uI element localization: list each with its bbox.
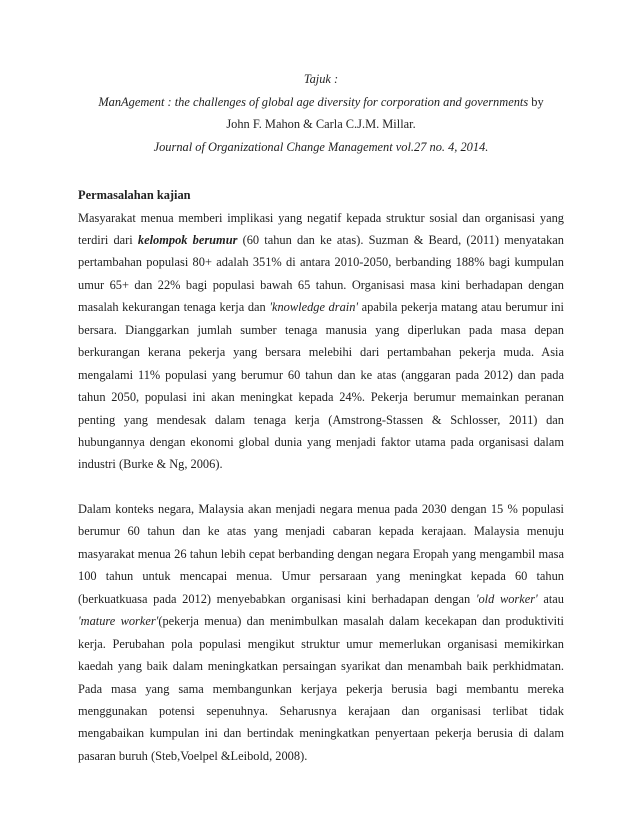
article-authors: John F. Mahon & Carla C.J.M. Millar. [226,117,416,131]
p2-text-2: atau [537,591,564,606]
p2-text-3: (pekerja menua) dan menimbulkan masalah dalam kecekapan dan produktiviti kerja. Perubahan pola populasi mengikut struktur umur memerlukan organisasi memikirkan kaedah yang baik dalam meningkatkan persaingan syarikat dan menambah baik perkhidmatan. Pada masa yang sama membangunkan kerjaya pekerja berusia bagi membantu mereka menggunakan potensi sepenuhnya. Seharusnya kerajaan dan organisasi terlibat tidak mengabaikan kumpulan ini dan bertindak meningkatkan penyertaan pekerja berusia di dalam pasaran buruh (Steb,Voelpel &Leibold, 2008). [78,614,564,763]
article-title-line [62,91,580,114]
p1-emphasis-knowledge-drain: 'knowledge drain' [269,300,359,315]
p1-text-2: (60 tahun dan ke atas). Suzman & Beard, (2011) menyatakan pertambahan populasi 80+ adalah 351% di antara 2010-2050, berbanding 188% bagi kumpulan umur 65+ dan 22% bagi populasi bawah 65 tahun. Organisasi masa kini berhadapan dengan masalah kekurangan tenaga kerja dan [78,232,564,315]
document-page [78,68,564,767]
p2-text-1: Dalam konteks negara, Malaysia akan menjadi negara menua pada 2030 dengan 15 % populasi berumur 60 tahun dan ke atas yang menjadi cabaran kepada kerajaan. Malaysia menuju masyarakat menua 26 tahun lebih cepat berbanding dengan negara Eropah yang mengambil masa 100 tahun untuk mencapai menua. Umur persaraan yang meningkat kepada 60 tahun (berkuatkuasa pada 2012) menyebabkan organisasi kini berhadapan dengan [78,501,564,606]
tajuk-label: Tajuk : [303,72,339,86]
paragraph-1 [78,207,564,476]
journal-citation: Journal of Organizational Change Management vol.27 no. 4, 2014. [153,139,489,154]
p1-text-1: Masyarakat menua memberi implikasi yang negatif kepada struktur sosial dan organisasi yang terdiri dari [78,210,564,247]
title-by: by [528,94,544,109]
p1-emphasis-kelompok-berumur: kelompok berumur [137,232,238,247]
paragraph-2 [78,498,564,767]
section-heading: Permasalahan kajian [78,188,191,202]
p2-emphasis-mature-worker: 'mature worker' [78,614,159,629]
p2-emphasis-old-worker: 'old worker' [475,591,538,606]
article-title: ManAgement : the challenges of global age diversity for corporation and governments [98,94,529,109]
p1-text-3: apabila pekerja matang atau berumur ini bersara. Dianggarkan jumlah sumber tenaga manusia yang diperlukan pada masa depan berkurangan kerana pekerja yang bersara melebihi dari pertambahan pekerja muda. Asia mengalami 11% populasi yang berumur 60 tahun dan ke atas (anggaran pada 2012) dan pada tahun 2050, populasi ini akan meningkat kepada 24%. Pekerja berumur memainkan peranan penting yang mendesak dalam tenaga kerja (Amstrong-Stassen & Schlosser, 2011) dan hubungannya dengan ekonomi global dunia yang menjadi faktor utama pada organisasi dalam industri (Burke & Ng, 2006). [78,300,564,472]
